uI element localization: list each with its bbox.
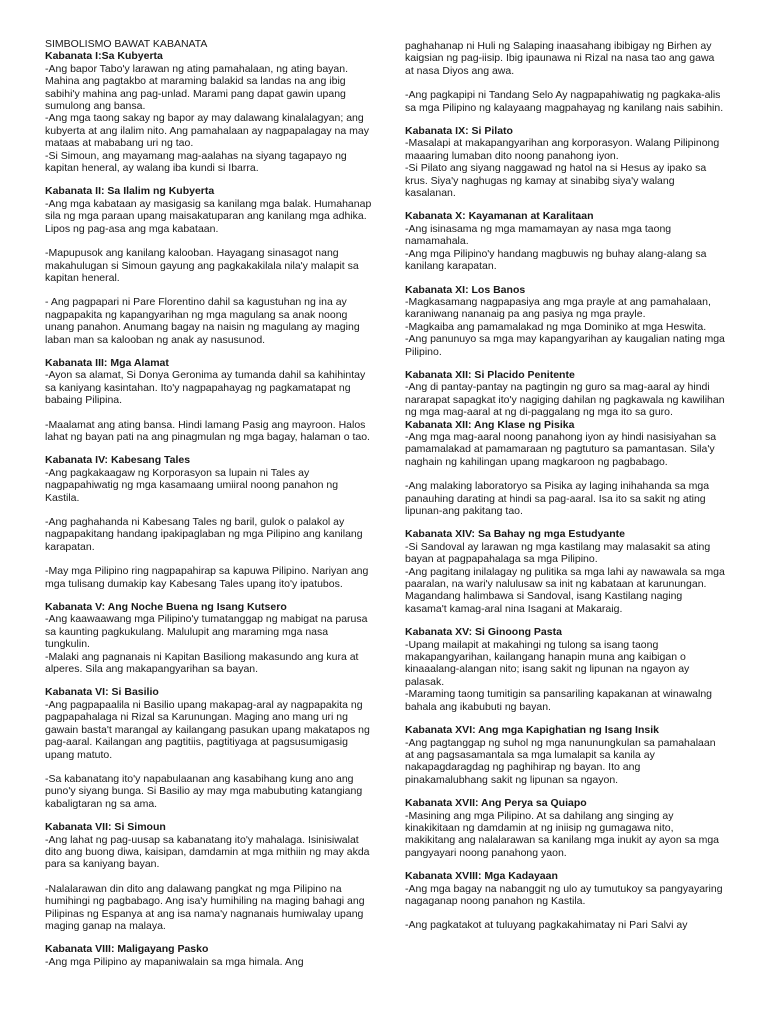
- symbolism-paragraph: -Maraming taong tumitigin sa pansariling kapakanan at winawalng bahala ang ikabubuti ng bayan.: [405, 688, 713, 713]
- symbolism-paragraph: -Upang mailapit at makahingi ng tulong sa isang taong makapangyarihan, kailangang hanapin muna ang kaibigan o kinaaalang-alangan nito; isang sakit ng lipunan na ngayon ay palasak.: [405, 638, 690, 688]
- symbolism-paragraph: -Ang pagkatakot at tuluyang pagkakahimatay ni Pari Salvi ay: [405, 919, 688, 932]
- symbolism-paragraph: -Ang mga taong sakay ng bapor ay may dalawang kinalalagyan; ang kubyerta at ang ilalim nito. Ang pamahalaan ay nagpapalagay na may mataas at mababang uri ng tao.: [45, 112, 369, 150]
- chapter-heading: Kabanata XVI: Ang mga Kapighatian ng Isang Insik: [405, 724, 659, 737]
- symbolism-paragraph: -Ang paghahanda ni Kabesang Tales ng baril, gulok o palakol ay nagpapakitang handang ipakipaglaban ng mga Pilipino ang kanilang karapatan.: [45, 516, 363, 553]
- chapter-section: [405, 210, 725, 272]
- chapter-heading: Kabanata V: Ang Noche Buena ng Isang Kutsero: [45, 601, 287, 614]
- paragraph-gap: [45, 871, 375, 883]
- chapter-section: [405, 626, 725, 713]
- paragraph-gap: [45, 407, 375, 419]
- right-column: [405, 40, 725, 943]
- right-sections: [405, 40, 725, 932]
- symbolism-paragraph: -Ang di pantay-pantay na pagtingin ng guro sa mag-aaral ay hindi nararapat sapagkat ito'y nagiging dahilan ng pagkawala ng kawilihan ng mga mag-aaral at ng di-paggalang ng mga ito sa guro.: [405, 381, 725, 419]
- chapter-heading: Kabanata IV: Kabesang Tales: [45, 454, 191, 467]
- chapter-section: [45, 454, 375, 590]
- chapter-section: [45, 943, 375, 968]
- symbolism-paragraph: -Ang mga bagay na nabanggit ng ulo ay tumutukoy sa pangyayaring nagaganap noong panahon ng Kastila.: [405, 882, 723, 907]
- paragraph-gap: [45, 553, 375, 565]
- symbolism-paragraph: -Si Sandoval ay larawan ng mga kastilang may malasakit sa ating bayan at pagpapahalaga sa mga Pilipino.: [405, 540, 711, 566]
- chapter-heading: Kabanata II: Sa Ilalim ng Kubyerta: [45, 185, 215, 198]
- symbolism-paragraph: -Si Simoun, ang mayamang mag-aalahas na siyang tagapayo ng kapitan heneral, ay walang iba kundi si Ibarra.: [45, 149, 347, 175]
- paragraph-gap: [405, 468, 725, 480]
- chapter-section: [405, 419, 725, 518]
- symbolism-paragraph: -Ang pagkapipi ni Tandang Selo Ay nagpapahiwatig ng pagkaka-alis sa mga Pilipino ng kalayaang magpahayag ng kanilang nais sabihin.: [405, 89, 724, 114]
- chapter-heading: Kabanata XIV: Sa Bahay ng mga Estudyante: [405, 528, 625, 541]
- symbolism-paragraph: -Nalalarawan din dito ang dalawang pangkat ng mga Pilipino na humihingi ng pagbabago. Ang isa'y humihiling na maging bahagi ang Pilipinas ng Espanya at ang isa nama'y nagnanais humiwalay upang maging ganap na malaya.: [45, 882, 365, 932]
- chapter-section: [405, 724, 725, 786]
- document-title: SIMBOLISMO BAWAT KABANATA: [45, 38, 208, 50]
- symbolism-paragraph: paghahanap ni Huli ng Salaping inaasahang ibibigay ng Birhen ay kaigsian ng pag-iisip. Ibig ipaunawa ni Rizal na nasa tao ang gawa at nasa Diyos ang awa.: [405, 40, 715, 77]
- chapter-heading: Kabanata XVIII: Mga Kadayaan: [405, 870, 558, 883]
- symbolism-paragraph: -Ang lahat ng pag-uusap sa kabanatang ito'y mahalaga. Isinisiwalat dito ang buong diwa, kaisipan, damdamin at mga mithiin ng may akda para sa kaniyang bayan.: [45, 833, 370, 871]
- symbolism-paragraph: -Sa kabanatang ito'y napabulaanan ang kasabihang kung ano ang puno'y siyang bunga. Si Basilio ay may mga mabubuting katangiang kabaligtaran ng sa ama.: [45, 772, 363, 810]
- paragraph-gap: [45, 235, 375, 247]
- chapter-heading: Kabanata III: Mga Alamat: [45, 356, 169, 369]
- paragraph-gap: [45, 761, 375, 773]
- paragraph-gap: [405, 907, 725, 919]
- symbolism-paragraph: -Ang kaawaawang mga Pilipino'y tumatanggap ng mabigat na parusa sa kaunting pagkukulang. Malulupit ang maraming mga nasa tungkulin.: [45, 613, 368, 651]
- chapter-section: [45, 686, 375, 810]
- chapter-section: [45, 821, 375, 932]
- left-column: [45, 38, 375, 979]
- symbolism-paragraph: -May mga Pilipino ring nagpapahirap sa kapuwa Pilipino. Nariyan ang mga tulisang dumakip kay Kabesang Tales upang ito'y ipatubos.: [45, 565, 369, 590]
- chapter-heading: Kabanata VIII: Maligayang Pasko: [45, 943, 209, 956]
- chapter-section: [405, 369, 725, 419]
- paragraph-gap: [45, 284, 375, 296]
- symbolism-paragraph: -Magkaiba ang pamamalakad ng mga Dominiko at mga Heswita.: [405, 320, 707, 333]
- symbolism-paragraph: -Maalamat ang ating bansa. Hindi lamang Pasig ang mayroon. Halos lahat ng bayan pati na ang pinagmulan ng mga bagay, halaman o tao.: [45, 418, 370, 443]
- chapter-heading: Kabanata XV: Si Ginoong Pasta: [405, 626, 562, 639]
- chapter-heading: Kabanata XVII: Ang Perya sa Quiapo: [405, 797, 587, 810]
- symbolism-paragraph: -Ayon sa alamat, Si Donya Geronima ay tumanda dahil sa kahihintay sa kaniyang kasintahan. Ito'y nagpapahayag ng pagkamatapat ng babaing Pilipina.: [45, 369, 366, 407]
- chapter-heading: Kabanata VII: Si Simoun: [45, 821, 166, 834]
- symbolism-paragraph: -Ang pagitang inilalagay ng pulitika sa mga lahi ay nawawala sa mga paaralan, na wari'y nalulusaw sa init ng kabataan at karunungan. Magandang halimbawa si Sandoval, isang Kastilang naging kasama't kamag-aral nina Isagani at Makaraig.: [405, 565, 725, 615]
- chapter-heading: Kabanata XII: Si Placido Penitente: [405, 368, 575, 381]
- chapter-heading: Kabanata IX: Si Pilato: [405, 125, 513, 138]
- symbolism-paragraph: -Ang isinasama ng mga mamamayan ay nasa mga taong namamahala.: [405, 222, 672, 248]
- chapter-section: [45, 357, 375, 443]
- symbolism-paragraph: -Ang mga mag-aaral noong panahong iyon ay hindi nasisiyahan sa pamamalakad at pamamaraan ng pagtuturo sa pamantasan. Sila'y naghain ng kahilingan upang magkaroon ng pagbabago.: [405, 430, 717, 468]
- chapter-section: [45, 601, 375, 675]
- chapter-heading: Kabanata VI: Si Basilio: [45, 686, 159, 699]
- symbolism-paragraph: -Ang pagkakaagaw ng Korporasyon sa lupain ni Tales ay nagpapahiwatig ng mga kasamaang umiiral noong panahon ng Kastila.: [45, 466, 339, 504]
- symbolism-paragraph: -Ang pagpapaalila ni Basilio upang makapag-aral ay nagpapakita ng pagpapahalaga ni Rizal sa Karunungan. Maging ano mang uri ng gawain basta't marangal ay kailangang pasukan upang makatapos ng pag-aaral. Kailangan ang pagtitiis, pagtitiyaga at pagsusumigasig upang matuto.: [45, 698, 370, 761]
- symbolism-paragraph: -Ang mga Pilipino ay mapaniwalain sa mga himala. Ang: [45, 955, 304, 968]
- chapter-heading: Kabanata X: Kayamanan at Karalitaan: [405, 210, 594, 223]
- symbolism-paragraph: - Ang pagpapari ni Pare Florentino dahil sa kagustuhan ng ina ay nagpapakita ng kapangyarihan ng mga magulang sa anak noong unang panahon. Anumang bagay na naisin ng magulang ay maging laban man sa kalooban ng anak ay nasusunod.: [45, 296, 360, 346]
- symbolism-paragraph: -Magkasamang nagpapasiya ang mga prayle at ang pamahalaan, karaniwang nananaig pa ang pasiya ng mga prayle.: [405, 295, 711, 321]
- chapter-section: [45, 50, 375, 174]
- symbolism-paragraph: -Ang malaking laboratoryo sa Pisika ay laging inihahanda sa mga panauhing darating at hindi sa pag-aaral. Isa ito sa sakit ng ating lipunan-ang pakitang tao.: [405, 480, 710, 517]
- paragraph-gap: [405, 77, 725, 89]
- symbolism-paragraph: -Mapupusok ang kanilang kalooban. Hayagang sinasagot nang makahulugan si Simoun gayung ang pagkakakilala nila'y malapit sa kapitan heneral.: [45, 247, 359, 284]
- symbolism-paragraph: -Ang mga kabataan ay masigasig sa kanilang mga balak. Humahanap sila ng mga paraan upang maisakatuparan ang kanilang mga adhika. Lipos ng pag-asa ang mga kabataan.: [45, 197, 372, 235]
- symbolism-paragraph: -Ang pagtanggap ng suhol ng mga nanunungkulan sa pamahalaan at ang pagsasamantala sa mga lumalapit sa kanila ay nakapagdaragdag ng paghihirap ng bayan. Ito ang pinakamalubhang sakit ng lipunan sa ngayon.: [405, 736, 716, 786]
- symbolism-paragraph: -Malaki ang pagnanais ni Kapitan Basiliong makasundo ang kura at alperes. Sila ang makapangyarihan sa bayan.: [45, 650, 359, 676]
- chapter-section: [405, 284, 725, 358]
- chapter-section: [45, 185, 375, 345]
- symbolism-paragraph: -Masining ang mga Pilipino. At sa dahilang ang singing ay kinakikitaan ng damdamin at ng iniisip ng gumagawa nito, makikitang ang nalalarawan sa kanilang mga inukit ay ayon sa mga pangyayari noong panahong yaon.: [405, 809, 720, 859]
- symbolism-paragraph: -Ang panunuyo sa mga may kapangyarihan ay kaugalian nating mga Pilipino.: [405, 333, 725, 358]
- left-sections: [45, 50, 375, 968]
- chapter-section: [405, 528, 725, 615]
- paragraph-gap: [45, 504, 375, 516]
- symbolism-paragraph: -Si Pilato ang siyang naggawad ng hatol na si Hesus ay ipako sa krus. Siya'y naghugas ng kamay at sinabibg siya'y walang kasalanan.: [405, 162, 707, 200]
- symbolism-paragraph: -Ang mga Pilipino'y handang magbuwis ng buhay alang-alang sa kanilang karapatan.: [405, 247, 707, 273]
- symbolism-paragraph: -Ang bapor Tabo'y larawan ng ating pamahalaan, ng ating bayan. Mahina ang pagtakbo at maraming balakid sa landas na ang ibig sabihi'y mahina ang pag-unlad. Marami pang dapat gawin upang sumulong ang bansa.: [45, 62, 349, 113]
- chapter-section: [405, 870, 725, 932]
- chapter-heading: Kabanata XII: Ang Klase ng Pisika: [405, 418, 575, 431]
- symbolism-paragraph: -Masalapi at makapangyarihan ang korporasyon. Walang Pilipinong maaaring lumaban dito noong panahong iyon.: [405, 137, 720, 162]
- chapter-section: [405, 40, 725, 114]
- chapter-section: [405, 125, 725, 199]
- chapter-heading: Kabanata I:Sa Kubyerta: [45, 50, 163, 63]
- chapter-section: [405, 797, 725, 859]
- chapter-heading: Kabanata XI: Los Banos: [405, 283, 526, 296]
